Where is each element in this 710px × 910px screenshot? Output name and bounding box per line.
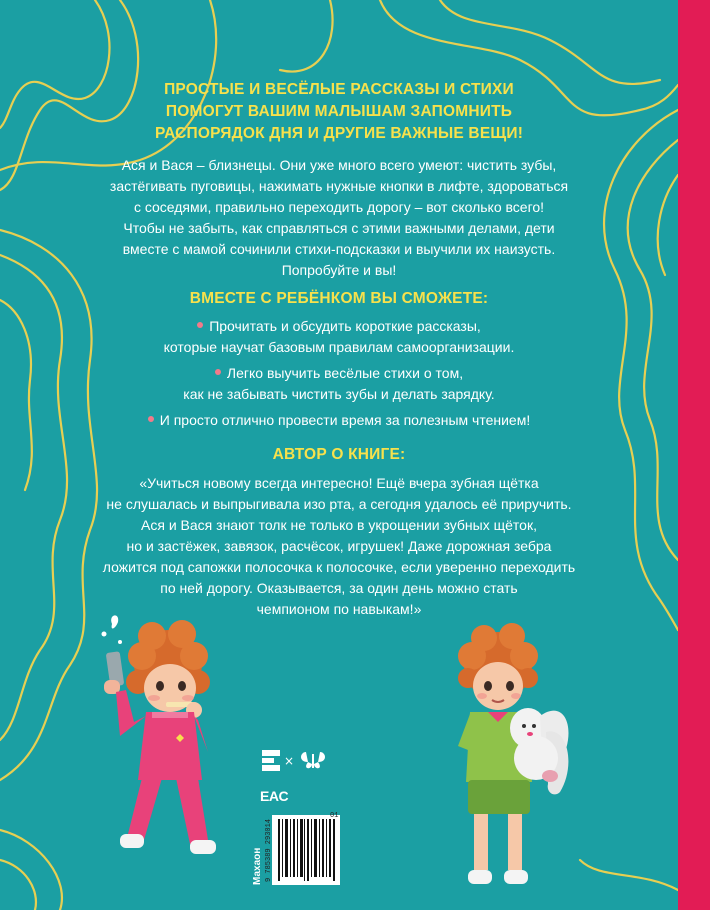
logos-svg <box>262 748 332 772</box>
author-quote-line-2: не слушалась и выпрыгивала изо рта, а сегодня удалось её приручить. <box>106 496 572 512</box>
benefit-2-line-2: как не забывать чистить зубы и делать зарядку. <box>183 386 495 402</box>
intro-text-line-6: Попробуйте и вы! <box>281 262 397 278</box>
boy-illustration <box>428 616 588 910</box>
benefits-heading: ВМЕСТЕ С РЕБЁНКОМ ВЫ СМОЖЕТЕ: <box>189 290 489 307</box>
author-quote-line-6: по ней дорогу. Оказывается, за один день можно стать <box>160 580 518 596</box>
author-quote-line-4: но и застёжек, завязок, расчёсок, игрушек! Даже дорожная зебра <box>126 538 552 554</box>
book-spine <box>678 0 710 910</box>
intro-text-line-5: вместе с мамой сочинили стихи-подсказки и выучили их наизусть. <box>122 241 556 257</box>
benefit-1-line-2: которые научат базовым правилам самоорганизации. <box>163 339 515 355</box>
butterfly-logo-icon <box>301 752 325 768</box>
author-quote-line-7: чемпионом по навыкам!» <box>256 601 422 617</box>
benefit-2-line-1: Легко выучить весёлые стихи о том, <box>0 362 678 384</box>
publisher-name: Махаон <box>252 847 263 885</box>
author-quote-line-3: Ася и Вася знают толк не только в укрощении зубных щёток, <box>141 517 537 533</box>
price-code: 01 <box>330 812 339 820</box>
intro-heading-line-1: ПРОСТЫЕ И ВЕСЁЛЫЕ РАССКАЗЫ И СТИХИ <box>164 81 514 98</box>
intro-heading-line-3: РАСПОРЯДОК ДНЯ И ДРУГИЕ ВАЖНЫЕ ВЕЩИ! <box>154 125 524 142</box>
barcode-bars-icon <box>272 815 340 885</box>
intro-heading-line-2: ПОМОГУТ ВАШИМ МАЛЫШАМ ЗАПОМНИТЬ <box>165 103 513 120</box>
author-quote-line-1: «Учиться новому всегда интересно! Ещё вчера зубная щётка <box>139 475 539 491</box>
isbn-digits: 9 785389 293014 <box>265 818 273 882</box>
intro-text-line-2: застёгивать пуговицы, нажимать нужные кнопки в лифте, здороваться <box>109 178 569 194</box>
intro-text-line-4: Чтобы не забыть, как справляться с этими важными делами, дети <box>123 220 555 236</box>
benefit-3-line-1: И просто отлично провести время за полезным чтением! <box>0 409 678 431</box>
intro-text-line-3: с соседями, правильно переходить дорогу – вот сколько всего! <box>133 199 545 215</box>
bullet-icon <box>215 369 221 375</box>
bullet-icon <box>197 322 203 328</box>
intro-text-line-1: Ася и Вася – близнецы. Они уже много всего умеют: чистить зубы, <box>121 157 557 173</box>
isbn-barcode <box>272 815 340 885</box>
publisher-logos <box>262 748 332 777</box>
author-heading: АВТОР О КНИГЕ: <box>272 446 406 463</box>
eac-certification-mark: EAC <box>260 788 289 804</box>
benefit-1-line-1: Прочитать и обсудить короткие рассказы, <box>0 315 678 337</box>
cross-separator: × <box>284 754 295 768</box>
author-quote-line-5: ложится под сапожки полосочка к полосочке, если уверенно переходить <box>102 559 576 575</box>
publisher-logo-icon <box>262 750 280 771</box>
girl-illustration <box>90 612 240 910</box>
bullet-icon <box>148 416 154 422</box>
